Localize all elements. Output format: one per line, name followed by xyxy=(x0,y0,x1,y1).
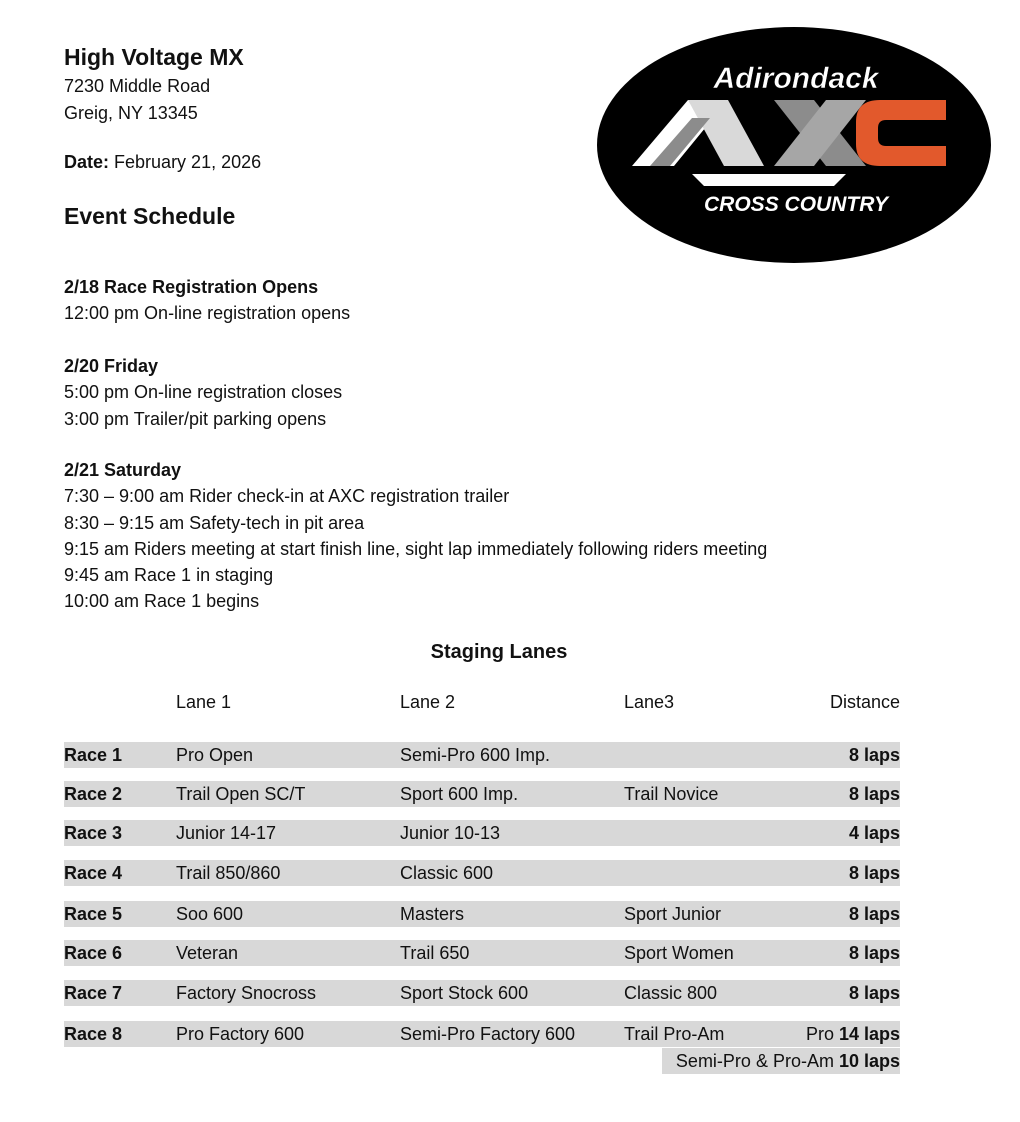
distance-cell: 8 laps xyxy=(848,983,900,1003)
address-line-2: Greig, NY 13345 xyxy=(64,103,198,123)
logo-bottom-text: CROSS COUNTRY xyxy=(704,193,888,216)
race-label: Race 6 xyxy=(64,943,123,963)
lane2-cell: Junior 10-13 xyxy=(400,823,501,843)
table-row xyxy=(64,860,900,886)
lane2-cell: Sport Stock 600 xyxy=(400,983,529,1003)
race-label: Race 4 xyxy=(64,863,123,883)
table-row xyxy=(64,820,900,846)
schedule-block-saturday xyxy=(64,457,767,615)
table-row xyxy=(64,781,900,807)
schedule-item: 12:00 pm On-line registration opens xyxy=(64,303,351,324)
lane2-cell: Sport 600 Imp. xyxy=(400,784,519,804)
schedule-heading: 2/21 Saturday xyxy=(64,460,182,480)
schedule-item: 9:45 am Race 1 in staging xyxy=(64,565,274,586)
venue-name: High Voltage MX xyxy=(64,44,244,70)
distance-cell: 8 laps xyxy=(848,784,900,804)
column-header-lane3: Lane3 xyxy=(624,692,675,712)
distance-cell: 8 laps xyxy=(848,904,900,924)
column-header-lane2: Lane 2 xyxy=(400,692,456,712)
schedule-item: 9:15 am Riders meeting at start finish line, sight lap immediately following riders meeting xyxy=(64,538,768,559)
schedule-heading: 2/18 Race Registration Opens xyxy=(64,277,319,297)
schedule-item: 7:30 – 9:00 am Rider check-in at AXC registration trailer xyxy=(64,486,510,507)
column-header-distance: Distance xyxy=(829,692,900,712)
address-line-1: 7230 Middle Road xyxy=(64,76,211,96)
lane3-cell: Trail Novice xyxy=(624,784,719,804)
logo-top-text: Adirondack xyxy=(713,62,879,95)
distance-cell: 4 laps xyxy=(848,823,900,843)
table-row xyxy=(64,980,900,1006)
lane3-cell: Trail Pro-Am xyxy=(624,1024,725,1044)
extra-distance-cell: Semi-Pro & Pro-Am 10 laps xyxy=(675,1051,900,1071)
schedule-item: 3:00 pm Trailer/pit parking opens xyxy=(64,408,327,429)
table-row xyxy=(64,742,900,768)
table-row xyxy=(64,1021,900,1047)
schedule-block-registration xyxy=(64,274,350,327)
race-label: Race 5 xyxy=(64,904,123,924)
date-value: February 21, 2026 xyxy=(114,152,262,172)
lane2-cell: Semi-Pro Factory 600 xyxy=(400,1024,576,1044)
lane1-cell: Trail 850/860 xyxy=(176,863,281,883)
lane1-cell: Junior 14-17 xyxy=(176,823,277,843)
race-label: Race 2 xyxy=(64,784,123,804)
lane3-cell: Sport Women xyxy=(624,943,734,963)
lane1-cell: Soo 600 xyxy=(176,904,244,924)
schedule-block-friday xyxy=(64,353,342,432)
distance-cell: 8 laps xyxy=(848,745,900,765)
lane1-cell: Pro Open xyxy=(176,745,254,765)
lane2-cell: Masters xyxy=(400,904,465,924)
event-schedule-title: Event Schedule xyxy=(64,203,236,229)
event-date xyxy=(64,152,261,173)
lane3-cell: Sport Junior xyxy=(624,904,722,924)
distance-cell: 8 laps xyxy=(848,943,900,963)
table-row xyxy=(64,940,900,966)
race-label: Race 8 xyxy=(64,1024,123,1044)
race-8-extra-distance xyxy=(662,1048,900,1074)
lane3-cell: Classic 800 xyxy=(624,983,718,1003)
table-row xyxy=(64,901,900,927)
schedule-heading: 2/20 Friday xyxy=(64,356,159,376)
lane1-cell: Factory Snocross xyxy=(176,983,317,1003)
lane2-cell: Semi-Pro 600 Imp. xyxy=(400,745,551,765)
staging-lanes-title: Staging Lanes xyxy=(430,641,568,663)
lane2-cell: Classic 600 xyxy=(400,863,494,883)
date-label: Date: xyxy=(64,152,110,172)
lane1-cell: Trail Open SC/T xyxy=(176,784,306,804)
lane2-cell: Trail 650 xyxy=(400,943,470,963)
race-label: Race 1 xyxy=(64,745,123,765)
distance-cell: Pro 14 laps xyxy=(805,1024,900,1044)
schedule-item: 5:00 pm On-line registration closes xyxy=(64,382,343,403)
schedule-item: 8:30 – 9:15 am Safety-tech in pit area xyxy=(64,512,365,533)
lane1-cell: Pro Factory 600 xyxy=(176,1024,305,1044)
column-header-lane1: Lane 1 xyxy=(176,692,232,712)
schedule-item: 10:00 am Race 1 begins xyxy=(64,591,260,612)
axc-logo xyxy=(596,26,992,264)
lane1-cell: Veteran xyxy=(176,943,239,963)
race-label: Race 3 xyxy=(64,823,123,843)
race-label: Race 7 xyxy=(64,983,123,1003)
distance-cell: 8 laps xyxy=(848,863,900,883)
